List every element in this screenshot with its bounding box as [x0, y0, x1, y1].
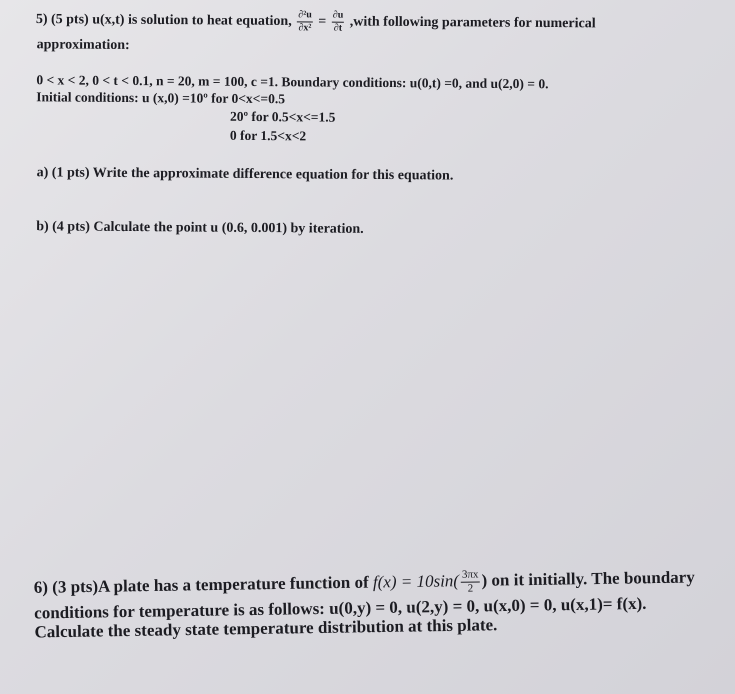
eq-rhs-numerator: ∂u — [332, 11, 345, 23]
problem-5-part-a: a) (1 pts) Write the approximate difference equation for this equation. — [36, 165, 454, 184]
problem-5-initial-conditions: Initial conditions: u (x,0) =10º for 0<x<=0.5 — [36, 89, 286, 107]
eq-equals: = — [318, 14, 327, 30]
eq-lhs-numerator: ∂²u — [297, 10, 313, 22]
problem-6-line-3: Calculate the steady state temperature distribution at this plate. — [34, 615, 498, 642]
problem-5-line-2: approximation: — [36, 37, 130, 54]
problem-5-params: 0 < x < 2, 0 < t < 0.1, n = 20, m = 100, c =1. Boundary conditions: u(0,t) =0, and u(2,0) = 0. — [36, 72, 549, 92]
problem-5-header-prefix: 5) (5 pts) u(x,t) is solution to heat equation, — [35, 12, 292, 30]
problem-6-line-2: conditions for temperature is as follows: u(0,y) = 0, u(2,y) = 0, u(x,0) = 0, u(x,1)= f(x). — [34, 593, 647, 623]
problem-6-line-1-suffix: ) on it initially. The boundary — [481, 567, 695, 590]
eq-rhs-denominator: ∂t — [333, 22, 343, 34]
problem-6-fraction-denominator: 2 — [467, 582, 474, 595]
problem-6-line-1-prefix: 6) (3 pts)A plate has a temperature function of — [33, 572, 369, 597]
problem-5-header-suffix: ,with following parameters for numerical — [349, 14, 596, 32]
problem-5-initial-conditions-3: 0 for 1.5<x<2 — [229, 127, 307, 144]
problem-5-initial-conditions-2: 20º for 0.5<x<=1.5 — [230, 108, 336, 125]
problem-6-fraction — [461, 569, 480, 594]
eq-lhs-denominator: ∂x² — [298, 22, 312, 34]
problem-5-part-b: b) (4 pts) Calculate the point u (0.6, 0.001) by iteration. — [36, 219, 364, 237]
problem-6-function: f(x) = 10sin( — [372, 571, 460, 592]
problem-6-fraction-numerator: 3πx — [461, 569, 480, 582]
